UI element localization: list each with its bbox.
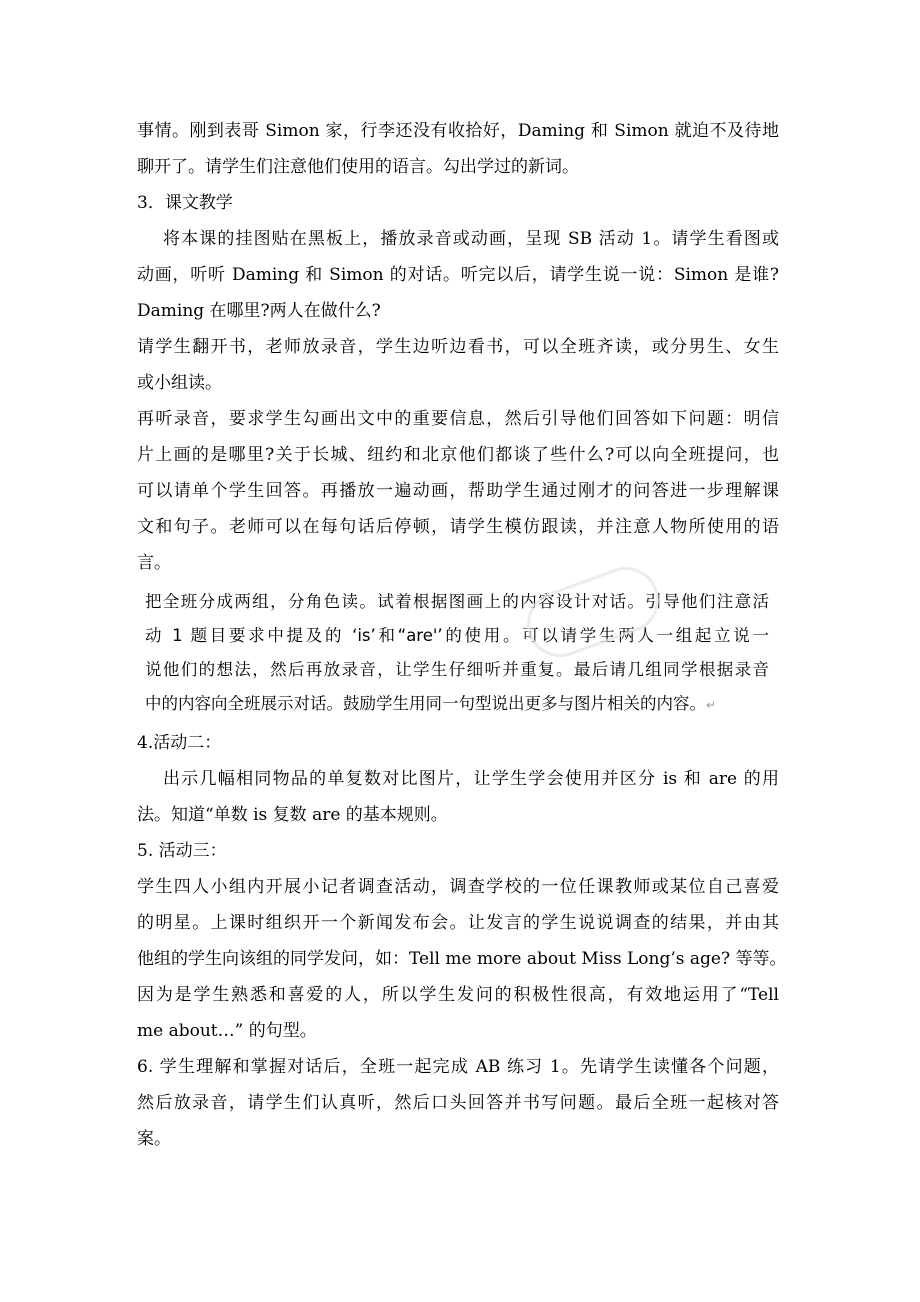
text-line: 请学生翻开书，老师放录音，学生边听边看书，可以全班齐读，或分男生、女生 xyxy=(137,337,779,357)
text-line: 再听录音，要求学生勾画出文中的重要信息，然后引导他们回答如下问题：明信 xyxy=(137,409,779,429)
text-line: Daming 在哪里?两人在做什么? xyxy=(137,301,381,321)
text-line: me about…” 的句型。 xyxy=(137,1021,317,1041)
section-heading: 3．课文教学 xyxy=(137,193,233,213)
embedded-text-image xyxy=(145,585,769,721)
text-line: 事情。刚到表哥 Simon 家，行李还没有收拾好，Daming 和 Simon 就迫不及待地 xyxy=(137,121,779,141)
text-line: 言。 xyxy=(137,553,171,573)
image-text-line: 把全班分成两组，分角色读。试着根据图画上的内容设计对话。引导他们注意活 xyxy=(145,592,769,611)
text-line: 或小组读。 xyxy=(137,373,222,393)
text-line: 的明星。上课时组织开一个新闻发布会。让发言的学生说说调查的结果，并由其 xyxy=(137,913,779,933)
text-line: 文和句子。老师可以在每句话后停顿，请学生模仿跟读，并注意人物所使用的语 xyxy=(137,517,779,537)
text-line: 片上画的是哪里?关于长城、纽约和北京他们都谈了些什么?可以向全班提问，也 xyxy=(137,445,779,465)
text-line: 学生四人小组内开展小记者调查活动，调查学校的一位任课教师或某位自己喜爱 xyxy=(137,877,779,897)
paragraph-mark-icon: ↵ xyxy=(706,698,717,712)
image-text: 中的内容向全班展示对话。鼓励学生用同一句型说出更多与图片相关的内容。 xyxy=(145,694,706,713)
section-heading: 4.活动二： xyxy=(137,733,222,753)
text-line: 案。 xyxy=(137,1129,171,1149)
image-text-line: 说他们的想法，然后再放录音，让学生仔细听并重复。最后请几组同学根据录音 xyxy=(145,660,769,679)
section-heading: 5. 活动三： xyxy=(137,841,227,861)
text-line: 他组的学生向该组的同学发问，如：Tell me more about Miss Long’s age? 等等。 xyxy=(137,949,787,969)
image-text-line xyxy=(145,687,769,721)
text-line: 因为是学生熟悉和喜爱的人，所以学生发问的积极性很高，有效地运用了“Tell xyxy=(137,985,779,1005)
text-line: 动画，听听 Daming 和 Simon 的对话。听完以后，请学生说一说：Simon 是谁? xyxy=(137,265,779,285)
text-line: 法。知道“单数 is 复数 are 的基本规则。 xyxy=(137,805,448,825)
text-line: 可以请单个学生回答。再播放一遍动画，帮助学生通过刚才的问答进一步理解课 xyxy=(137,481,779,501)
text-line: 出示几幅相同物品的单复数对比图片，让学生学会使用并区分 is 和 are 的用 xyxy=(163,769,779,789)
text-line: 将本课的挂图贴在黑板上，播放录音或动画，呈现 SB 活动 1。请学生看图或 xyxy=(163,229,779,249)
image-text-line: 动 1 题目要求中提及的 ‘is’和“are'’的使用。可以请学生两人一组起立说一 xyxy=(145,626,769,645)
text-line: 聊开了。请学生们注意他们使用的语言。勾出学过的新词。 xyxy=(137,157,579,177)
text-line: 6. 学生理解和掌握对话后，全班一起完成 AB 练习 1。先请学生读懂各个问题， xyxy=(137,1057,779,1077)
text-line: 然后放录音，请学生们认真听，然后口头回答并书写问题。最后全班一起核对答 xyxy=(137,1093,779,1113)
document-page xyxy=(137,113,787,1157)
